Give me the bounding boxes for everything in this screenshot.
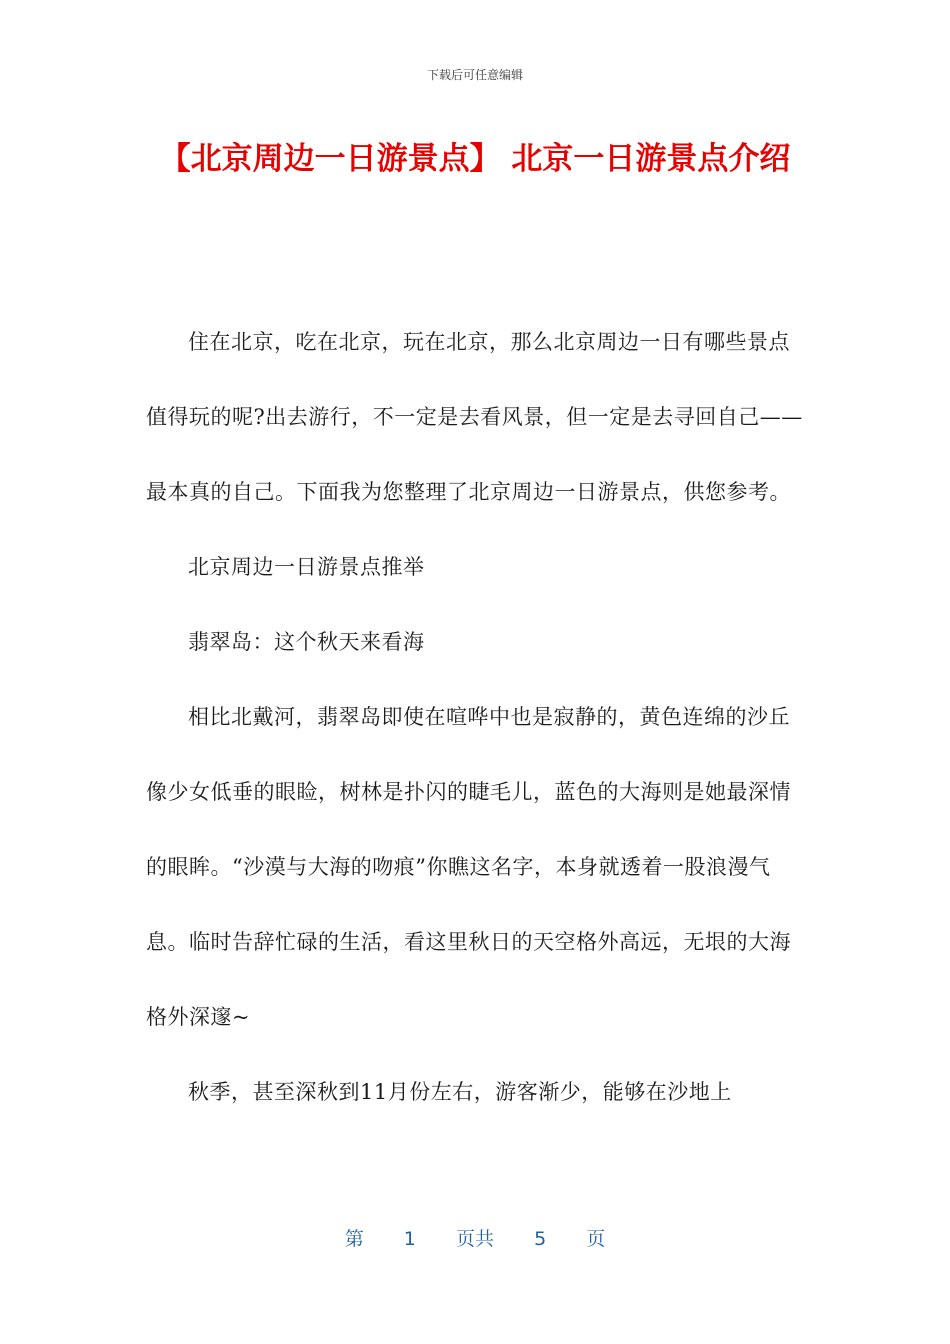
header-note: 下载后可任意编辑 xyxy=(426,68,523,82)
paragraph-autumn: 秋季，甚至深秋到11月份左右，游客渐少，能够在沙地上 xyxy=(188,1080,732,1104)
document-title: 【北京周边一日游景点】 北京一日游景点介绍 xyxy=(159,141,791,177)
footer-total-pages: 5 xyxy=(534,1228,547,1250)
paragraph-heading-feicuidao: 翡翠岛：这个秋天来看海 xyxy=(188,630,425,654)
footer-current-page: 1 xyxy=(403,1228,416,1250)
page-footer xyxy=(0,1224,950,1251)
paragraph-heading-recommend: 北京周边一日游景点推举 xyxy=(188,555,425,579)
footer-suffix: 页 xyxy=(586,1228,606,1250)
footer-prefix: 第 xyxy=(344,1228,364,1250)
footer-middle: 页共 xyxy=(455,1228,494,1250)
paragraph-intro: 住在北京，吃在北京，玩在北京，那么北京周边一日有哪些景点值得玩的呢?出去游行，不一定是去看风景，但一定是去寻回自己——最本真的自己。下面我为您整理了北京周边一日游景点，供您参考。 xyxy=(146,330,803,504)
document-body xyxy=(146,305,806,1130)
paragraph-feicuidao-desc: 相比北戴河，翡翠岛即使在喧哗中也是寂静的，黄色连绵的沙丘像少女低垂的眼睑，树林是扑闪的睫毛儿，蓝色的大海则是她最深情的眼眸。“沙漠与大海的吻痕”你瞧这名字，本身就透着一股浪漫气息。临时告辞忙碌的生活，看这里秋日的天空格外高远，无垠的大海格外深邃~ xyxy=(146,705,791,1029)
